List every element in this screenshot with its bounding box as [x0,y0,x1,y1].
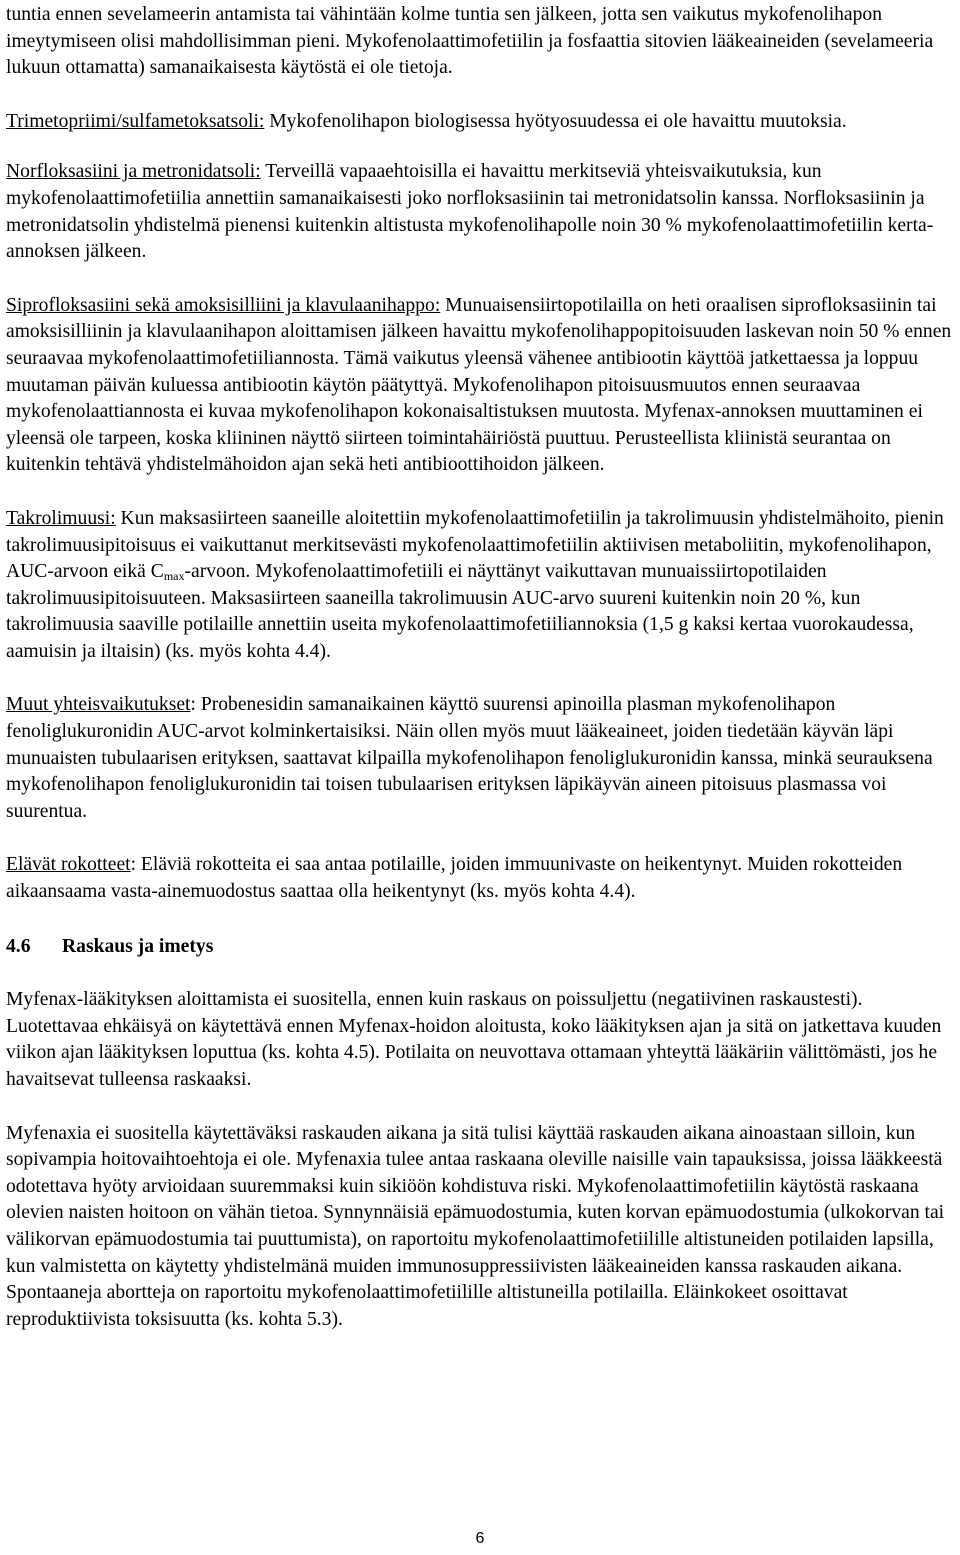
subheading-elavat-rokotteet: Elävät rokotteet [6,854,131,876]
subscript-max: max [163,569,185,584]
page-number: 6 [475,1530,485,1547]
paragraph-norfloksasiini [6,159,954,265]
paragraph-trimetopriimi [6,109,954,136]
paragraph-text: tuntia ennen sevelameerin antamista tai vähintään kolme tuntia sen jälkeen, jotta sen vaikutus mykofenolihapon imeytymiseen olisi mahdollisimman pieni. Mykofenolaattimofetiilin ja fosfaattia sitovien lääkeaineiden (sevelameeria lukuun ottamatta) samanaikaisesta käytöstä ei ole tietoja. [6,4,934,79]
subheading-siprofloksasiini: Siprofloksasiini sekä amoksisilliini ja klavulaanihappo: [6,294,441,316]
paragraph-text: : Probenesidin samanaikainen käyttö suurensi apinoilla plasman mykofenolihapon fenoliglukuronidin AUC-arvot kolminkertaisiksi. Näin ollen myös muut lääkeaineet, joiden tiedetään käyvän läpi munuaisten tubulaarisen erityksen, saattavat kilpailla mykofenolihapon fenoliglukuronidin kanssa, minkä seurauksena mykofenolihapon fenoliglukuronidin tai toisen tubulaarisen erityksen läpikäyvän aineen pitoisuus plasmassa voi suurentua. [6,694,933,822]
subheading-takrolimuusi: Takrolimuusi: [6,507,116,529]
document-page [6,0,954,1333]
subheading-muut-yhteisvaikutukset: Muut yhteisvaikutukset [6,694,191,716]
paragraph-raskaus-2 [6,1121,954,1334]
paragraph-text-continued: -arvoon. Mykofenolaattimofetiili ei näyttänyt vaikuttavan munuaissiirtopotilaiden takrolimuusipitoisuuteen. Maksasiirteen saaneilla takrolimuusin AUC-arvo suureni kuitenkin noin 20 %, kun takrolimuusia saaville potilaille annettiin useita mykofenolaattimofetiiliannoksia (1,5 g kaksi kertaa vuorokaudessa, aamuisin ja iltaisin) (ks. myös kohta 4.4). [6,561,914,662]
section-title: Raskaus ja imetys [62,935,214,957]
paragraph-takrolimuusi [6,506,954,666]
paragraph-text: Kun maksasiirteen saaneille aloitettiin mykofenolaattimofetiilin ja takrolimuusin yhdistelmähoito, pienin takrolimuusipitoisuus ei vaikuttanut merkitsevästi mykofenolaattimofetiilin aktiivisen metaboliitin, mykofenolihapon, AUC-arvoon eikä C [6,507,944,583]
paragraph-text: Mykofenolihapon biologisessa hyötyosuudessa ei ole havaittu muutoksia. [264,110,847,132]
paragraph-siprofloksasiini [6,293,954,479]
paragraph-text: Myfenaxia ei suositella käytettäväksi raskauden aikana ja sitä tulisi käyttää raskauden aikana ainoastaan silloin, kun sopivampia hoitovaihtoehtoja ei ole. Myfenaxia tulee antaa raskaana oleville naisille vain tapauksissa, joissa lääkkeestä odotettava hyöty arvioidaan suuremmaksi kuin sikiöön kohdistuva riski. Mykofenolaattimofetiilin käytöstä raskaana olevien naisten hoitoon on vähän tietoa. Synnynnäisiä epämuodostumia, kuten korvan epämuodostumia (ulkokorvan tai välikorvan epämuodostumia tai puuttumista), on raportoitu mykofenolaattimofetiilille altistuneiden potilaiden lapsilla, kun valmistetta on käytetty yhdistelmänä muiden immunosuppressiivisten lääkeaineiden kanssa raskauden aikana. Spontaaneja abortteja on raportoitu mykofenolaattimofetiilille altistuneilla potilailla. Eläinkokeet osoittavat reproduktiivista toksisuutta (ks. kohta 5.3). [6,1122,945,1330]
paragraph-text: Terveillä vapaaehtoisilla ei havaittu merkitseviä yhteisvaikutuksia, kun mykofenolaattimofetiilia annettiin samanaikaisesti joko norfloksasiinin tai metronidatsolin kanssa. Norfloksasiinin ja metronidatsolin yhdistelmä pienensi kuitenkin altistusta mykofenolihapolle noin 30 % mykofenolaattimofetiilin kerta-annoksen jälkeen. [6,161,934,263]
paragraph-muut-yhteisvaikutukset [6,692,954,825]
paragraph-elavat-rokotteet [6,852,954,905]
paragraph-text: Munuaisensiirtopotilailla on heti oraalisen siprofloksasiinin tai amoksisilliinin ja klavulaanihapon aloittamisen jälkeen havaittu mykofenolihappopitoisuuden laskevan noin 50 % ennen seuraavaa mykofenolaattimofetiiliannosta. Tämä vaikutus yleensä vähenee antibiootin käyttöä jatkettaessa ja loppuu muutaman päivän kuluessa antibiootin käytön päätyttyä. Mykofenolihapon pitoisuusmuutos ennen seuraavaa mykofenolaattiannosta ei kuvaa mykofenolihapon kokonaisaltistuksen muutosta. Myfenax-annoksen muuttaminen ei yleensä ole tarpeen, koska kliininen näyttö siirteen toimintahäiriöstä puuttuu. Perusteellista kliinistä seurantaa on kuitenkin tehtävä yhdistelmähoidon ajan sekä heti antibioottihoidon jälkeen. [6,294,952,476]
paragraph-raskaus-1 [6,987,954,1093]
section-heading [6,934,954,961]
subheading-norfloksasiini: Norfloksasiini ja metronidatsoli: [6,161,261,183]
subheading-trimetopriimi: Trimetopriimi/sulfametoksatsoli: [6,110,265,132]
section-number: 4.6 [6,935,31,957]
paragraph-text: : Eläviä rokotteita ei saa antaa potilaille, joiden immuunivaste on heikentynyt. Muiden rokotteiden aikaansaama vasta-ainemuodostus saattaa olla heikentynyt (ks. myös kohta 4.4). [6,854,903,903]
paragraph-sevelameeri [6,2,954,82]
paragraph-text: Myfenax-lääkityksen aloittamista ei suositella, ennen kuin raskaus on poissuljettu (negatiivinen raskaustesti). Luotettavaa ehkäisyä on käytettävä ennen Myfenax-hoidon aloitusta, koko lääkityksen ajan ja sitä on jatkettava kuuden viikon ajan lääkityksen loputtua (ks. kohta 4.5). Potilaita on neuvottava ottamaan yhteyttä lääkäriin välittömästi, jos he havaitsevat tulleensa raskaaksi. [6,989,942,1090]
